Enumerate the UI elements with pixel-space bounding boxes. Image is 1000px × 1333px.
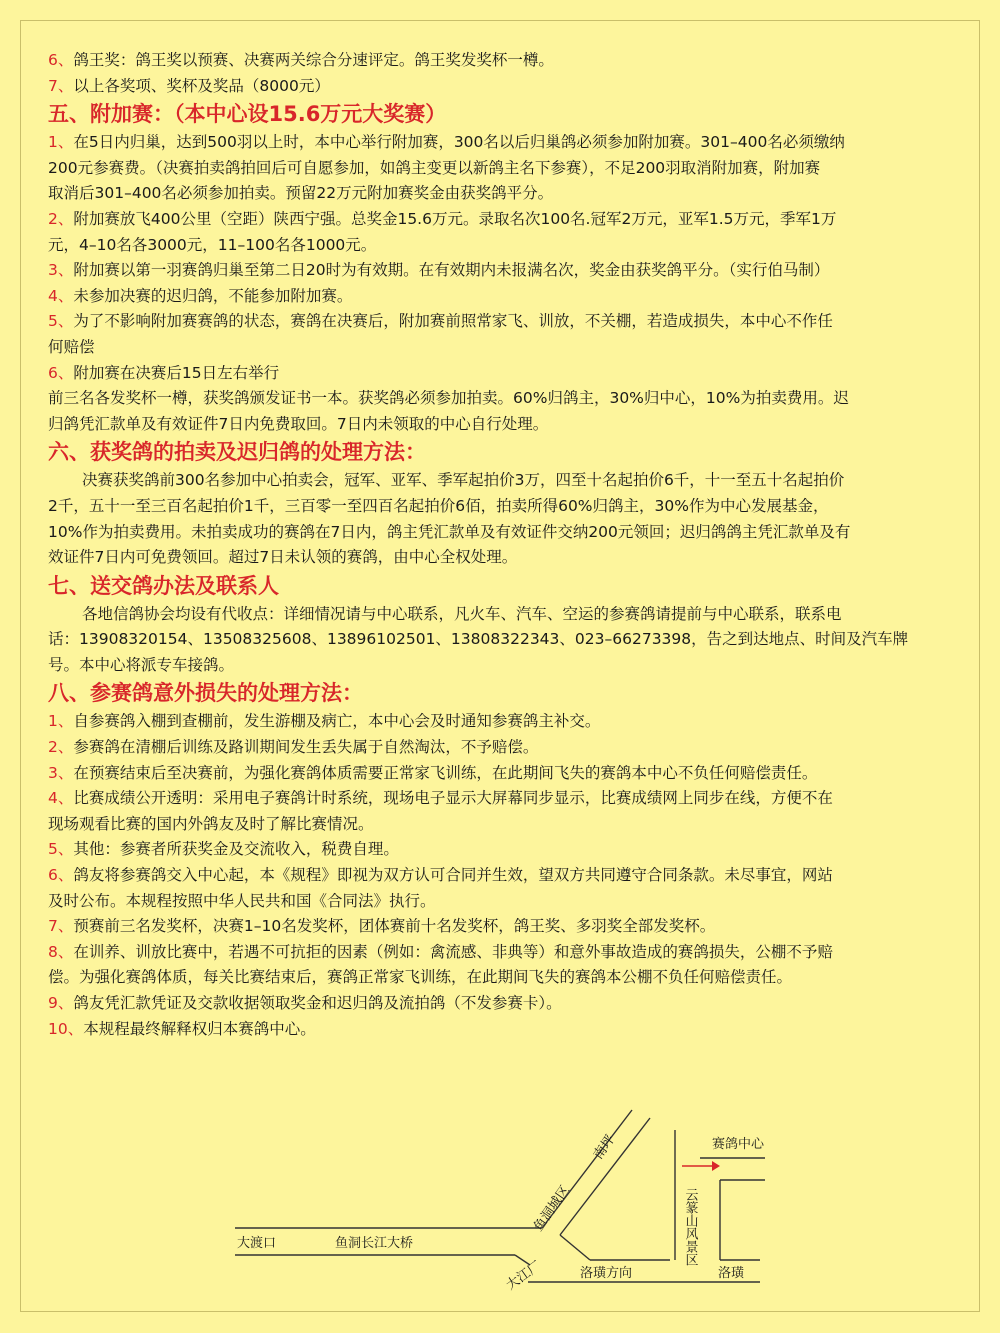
arrow-head-icon: [712, 1161, 720, 1171]
paragraph-line: 话：13908320154、13508325608、13896102501、13808322343、023–66273398，告之到达地点、时间及汽车牌: [48, 630, 909, 649]
item-number: 3、: [48, 763, 74, 782]
item-number: 9、: [48, 994, 74, 1012]
item-text: 现场观看比赛的国内外鸽友及时了解比赛情况。: [48, 814, 374, 833]
item-text: 自参赛鸽入棚到查棚前，发生游棚及病亡，本中心会及时通知参赛鸽主补交。: [73, 712, 601, 731]
section-8-heading: 八、参赛鸽意外损失的处理方法：: [48, 681, 363, 706]
item-text: 其他：参赛者所获奖金及交流收入，税费自理。: [73, 840, 399, 859]
item-text: 附加赛放飞400公里（空距）陕西宁强。总奖金15.6万元。录取名次100名.冠军2万元，亚军1.5万元，季军1万: [73, 209, 837, 228]
label-luohuang: 洛璜: [718, 1266, 745, 1281]
item-number: 6、: [48, 51, 74, 69]
item-text: 在训养、训放比赛中，若遇不可抗拒的因素（例如：禽流感、非典等）和意外事故造成的赛鸽损失，公棚不予赔: [73, 942, 833, 961]
item-text: 前三名各发奖杯一樽，获奖鸽颁发证书一本。获奖鸽必须参加拍卖。60%归鸽主，30%归中心，10%为拍卖费用。迟: [48, 389, 849, 408]
item-text: 鸽王奖：鸽王奖以预赛、决赛两关综合分速评定。鸽王奖发奖杯一樽。: [73, 51, 554, 69]
item-number: 6、: [48, 363, 74, 382]
item-number: 10、: [48, 1019, 84, 1038]
item-text: 何赔偿: [48, 337, 95, 356]
item-text: 在预赛结束后至决赛前，为强化赛鸽体质需要正常家飞训练，在此期间飞失的赛鸽本中心不负任何赔偿责任。: [73, 763, 818, 782]
item-number: 2、: [48, 738, 74, 757]
item-text: 鸽友将参赛鸽交入中心起，本《规程》即视为双方认可合同并生效，望双方共同遵守合同条款。未尽事宜，网站: [73, 866, 833, 885]
item-text: 取消后301–400名必须参加拍卖。预留22万元附加赛奖金由获奖鸽平分。: [48, 184, 554, 203]
item-text: 在5日内归巢，达到500羽以上时，本中心举行附加赛，300名以后归巢鸽必须参加附加赛。301–400名必须缴纳: [73, 133, 845, 152]
item-text: 为了不影响附加赛赛鸽的状态，赛鸽在决赛后，附加赛前照常家飞、训放，不关棚，若造成损失，本中心不作任: [73, 312, 833, 331]
section-6-heading: 六、获奖鸽的拍卖及迟归鸽的处理方法：: [48, 440, 426, 465]
paragraph-line: 效证件7日内可免费领回。超过7日未认领的赛鸽，由中心全权处理。: [48, 548, 518, 567]
label-yudong-city: 鱼洞城区: [530, 1183, 574, 1235]
section-7-heading: 七、送交鸽办法及联系人: [48, 573, 279, 598]
label-bridge: 鱼洞长江大桥: [335, 1236, 414, 1251]
item-text: 附加赛以第一羽赛鸽归巢至第二日20时为有效期。在有效期内未报满名次，奖金由获奖鸽平分。（实行伯马制）: [73, 261, 830, 280]
item-number: 1、: [48, 133, 74, 152]
item-text: 及时公布。本规程按照中华人民共和国《合同法》执行。: [48, 891, 436, 910]
item-text: 鸽友凭汇款凭证及交款收据领取奖金和迟归鸽及流拍鸽（不发参赛卡）。: [73, 994, 562, 1012]
item-text: 本规程最终解释权归本赛鸽中心。: [83, 1019, 316, 1038]
item-number: 7、: [48, 917, 74, 936]
paragraph-line: 号。本中心将派专车接鸽。: [48, 655, 235, 674]
item-text: 预赛前三名发奖杯，决赛1–10名发奖杯，团体赛前十名发奖杯，鸽王奖、多羽奖全部发奖杯。: [73, 917, 716, 936]
label-luohuang-dir: 洛璜方向: [580, 1266, 633, 1281]
item-number: 4、: [48, 789, 74, 808]
label-dadukou: 大渡口: [237, 1236, 277, 1251]
road-dajiang: [560, 1235, 590, 1260]
paragraph-line: 各地信鸽协会均设有代收点：详细情况请与中心联系，凡火车、汽车、空运的参赛鸽请提前与中心联系，联系电: [82, 604, 842, 623]
item-text: 200元参赛费。（决赛拍卖鸽拍回后可自愿参加，如鸽主变更以新鸽主名下参赛），不足200羽取消附加赛，附加赛: [48, 158, 821, 177]
paragraph-line: 10%作为拍卖费用。未拍卖成功的赛鸽在7日内，鸽主凭汇款单及有效证件交纳200元领回；迟归鸽鸽主凭汇款单及有: [48, 522, 851, 541]
item-number: 3、: [48, 261, 74, 280]
item-text: 参赛鸽在清棚后训练及路训期间发生丢失属于自然淘汰，不予赔偿。: [73, 738, 539, 757]
label-dajiang: 大江厂: [503, 1258, 545, 1294]
item-number: 7、: [48, 76, 74, 95]
paragraph-line: 2千，五十一至三百名起拍价1千，三百零一至四百名起拍价6佰，拍卖所得60%归鸽主，30%作为中心发展基金，: [48, 496, 829, 515]
item-number: 5、: [48, 312, 74, 331]
label-nanping: 南坪: [590, 1132, 619, 1163]
item-number: 8、: [48, 942, 74, 961]
item-number: 1、: [48, 712, 74, 731]
map-arrow: [682, 1161, 720, 1171]
item-text: 元，4–10名各3000元，11–100名各1000元。: [48, 235, 377, 254]
item-number: 5、: [48, 840, 74, 859]
item-text: 偿。为强化赛鸽体质，每关比赛结束后，赛鸽正常家飞训练，在此期间飞失的赛鸽本公棚不负任何赔偿责任。: [48, 968, 793, 987]
item-text: 比赛成绩公开透明：采用电子赛鸽计时系统，现场电子显示大屏幕同步显示，比赛成绩网上同步在线，方便不在: [73, 789, 833, 808]
paragraph-line: 决赛获奖鸽前300名参加中心拍卖会，冠军、亚军、季军起拍价3万，四至十名起拍价6千，十一至五十名起拍价: [82, 471, 845, 490]
item-text: 归鸽凭汇款单及有效证件7日内免费取回。7日内未领取的中心自行处理。: [48, 414, 549, 433]
item-text: 以上各奖项、奖杯及奖品（8000元）: [73, 76, 330, 95]
section-5-heading: 五、附加赛：（本中心设15.6万元大奖赛）: [48, 102, 447, 127]
item-text: 未参加决赛的迟归鸽，不能参加附加赛。: [73, 286, 353, 305]
label-scenic: 云篆山风景区: [682, 1188, 698, 1266]
item-number: 4、: [48, 286, 74, 305]
item-text: 附加赛在决赛后15日左右举行: [73, 363, 280, 382]
item-number: 6、: [48, 866, 74, 885]
label-center: 赛鸽中心: [712, 1137, 765, 1152]
item-number: 2、: [48, 209, 74, 228]
